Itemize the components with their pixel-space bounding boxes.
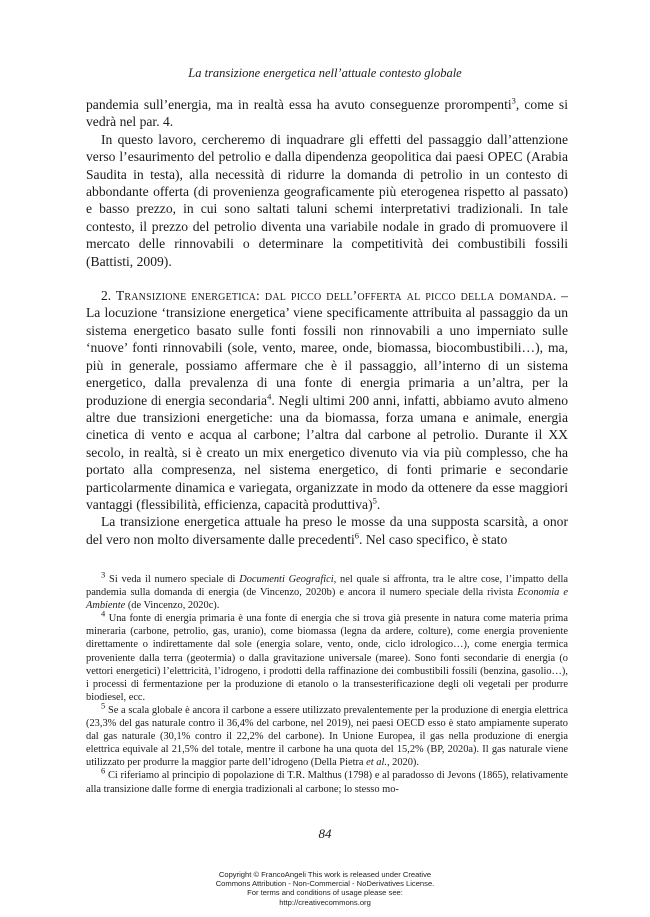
footnote-text: (de Vincenzo, 2020c). (125, 600, 220, 612)
section-gap (86, 270, 568, 287)
paragraph-continued (86, 96, 568, 131)
footnote-text: Si veda il numero speciale di (105, 574, 240, 585)
footnote-6 (86, 765, 568, 795)
footnote-ref-4[interactable]: 4 (267, 390, 272, 401)
footnote-ref-6[interactable]: 6 (354, 530, 360, 541)
footnote-4 (86, 608, 568, 704)
license-line: Copyright © FrancoAngeli This work is released under Creative (218, 870, 432, 879)
footnote-text: Una fonte di energia primaria è una fonte di energia che si trova già presente in natura come materia prima mineraria (carbone, petrolio, gas, uranio), come biomassa (legna da ardere, colture), come energia proveniente direttamente o indirettamente dal sole (energia solare, vento, onde, ciclo idrologico…), come energia termica proveniente dalla terra (geotermia) o dalla gravitazione universale (maree). Sono fonti secondarie di energia (o vettori energetici) l’elettricità, l’idrogeno, i prodotti della raffinazione dei combustibili fossili (benzina, gasolio…), i processi di fermentazione per la produzione di etanolo o la transesterificazione degli oli vegetali per produrre biodiesel, ecc. (86, 613, 568, 703)
citation-etal: et al. (366, 757, 387, 769)
license-line: For terms and conditions of usage please see: (247, 888, 403, 898)
page-number: 84 (318, 826, 332, 841)
license-link[interactable]: http://creativecommons.org (279, 897, 371, 907)
footnote-marker: 3 (101, 569, 106, 580)
section-paragraph (86, 287, 568, 513)
footnote-text: Se a scala globale è ancora il carbone a essere utilizzato prevalentemente per la produzione di energia elettrica (23,3% del gas naturale contro il 36,4% del carbone, nel 2019), nei paesi OECD esso è stato ampiamente superato dal gas naturale (30,1% contro il 22,2% del carbone). In Unione Europea, il gas nella produzione di energia elettrica equivale al 21,5% del totale, mentre il carbone ha una quota del 15,2% (BP, 2020a). Il gas naturale viene utilizzato per produrre la maggior parte dell’idrogeno (Della Pietra (86, 704, 568, 769)
footnote-5 (86, 700, 568, 769)
footnote-marker: 5 (101, 700, 106, 711)
journal-title: Documenti Geografici (239, 574, 334, 585)
footnote-text: , nel quale si affronta, tra le altre cose, l’impatto della pandemia sulla domanda di energia (de Vincenzo, 2020b) e ancora il numero speciale della rivista (86, 574, 568, 599)
section-number: 2. (101, 288, 112, 304)
section-end-text: . (376, 496, 381, 512)
footnotes (86, 569, 568, 796)
journal-title: Economia e Ambiente (86, 587, 568, 612)
running-head: La transizione energetica nell’attuale contesto globale (188, 66, 462, 80)
paragraph-text: La transizione energetica attuale ha preso le mosse da una supposta scarsità, a onor del vero non molto diversamente dalle precedenti (86, 514, 568, 547)
footnote-ref-5[interactable]: 5 (372, 495, 377, 506)
license-line: Commons Attribution - Non-Commercial - NoDerivatives License. (215, 879, 435, 889)
footnote-marker: 6 (101, 765, 106, 776)
section-lead-text: – La locuzione ‘transizione energetica’ viene specificamente attribuita al passaggio da un sistema energetico basato sulle fonti fossili non rinnovabili a uno imperniato sulle ‘nuove’ fonti rinnovabili (sole, vento, maree, onde, biomassa, biocombustibili…), ma, più in generale, possiamo affermare che è il passaggio, all’interno di un sistema energetico, dalla prevalenza di una fonte di energia primaria a un’altra, per la produzione di energia secondaria (86, 288, 568, 408)
paragraph-text-tail: . Nel caso specifico, è stato (359, 531, 508, 547)
paragraph-text: pandemia sull’energia, ma in realtà essa ha avuto conseguenze prorompenti (86, 97, 512, 112)
paragraph (86, 513, 568, 548)
footnote-ref-3[interactable]: 3 (511, 95, 516, 106)
paragraph-text-tail: , come si vedrà nel par. 4. (86, 97, 568, 130)
section-middle-text: . Negli ultimi 200 anni, infatti, abbiamo avuto almeno altre due transizioni energetiche: una da biomassa, forza umana e animale, energia cinetica di vento e acqua al carbone; l’altra dal carbone al petrolio. Durante il XX secolo, in realtà, si è creato un mix energetico divenuto via via più complesso, che ha portato alla compresenza, nel sistema energetico, di fonti primarie e secondarie particolarmente dinamica e variegata, organizzate in modo da ottenere da esse maggiori vantaggi (flessibilità, efficienza, capacità produttiva) (86, 392, 569, 512)
footnote-marker: 4 (101, 608, 106, 619)
paragraph: In questo lavoro, cercheremo di inquadrare gli effetti del passaggio dall’attenzione verso l’esaurimento del petrolio e dalla dipendenza geopolitica dai paesi OPEC (Arabia Saudita in testa), alla necessità di ridurre la domanda di petrolio in un contesto di abbondante offerta (di provenienza geograficamente più eterogenea rispetto al passato) e basso prezzo, in cui sono saltati taluni schemi interpretativi tradizionali. In tale contesto, il prezzo del petrolio diventa una variabile nodale in grado di promuovere il mercato delle rinnovabili o determinare la competitività dei combustibili fossili (Battisti, 2009). (86, 131, 568, 269)
footnote-text: , 2020). (386, 757, 419, 769)
body-text (86, 96, 568, 548)
section-heading: Transizione energetica: dal picco dell’offerta al picco della domanda. (115, 288, 557, 304)
license-notice (0, 870, 650, 907)
footnote-3 (86, 569, 568, 612)
footnote-text: Ci riferiamo al principio di popolazione di T.R. Malthus (1798) e al paradosso di Jevons (1865), relativamente alla transizione dalle forme di energia tradizionali al carbone; lo stesso mo- (86, 770, 568, 795)
